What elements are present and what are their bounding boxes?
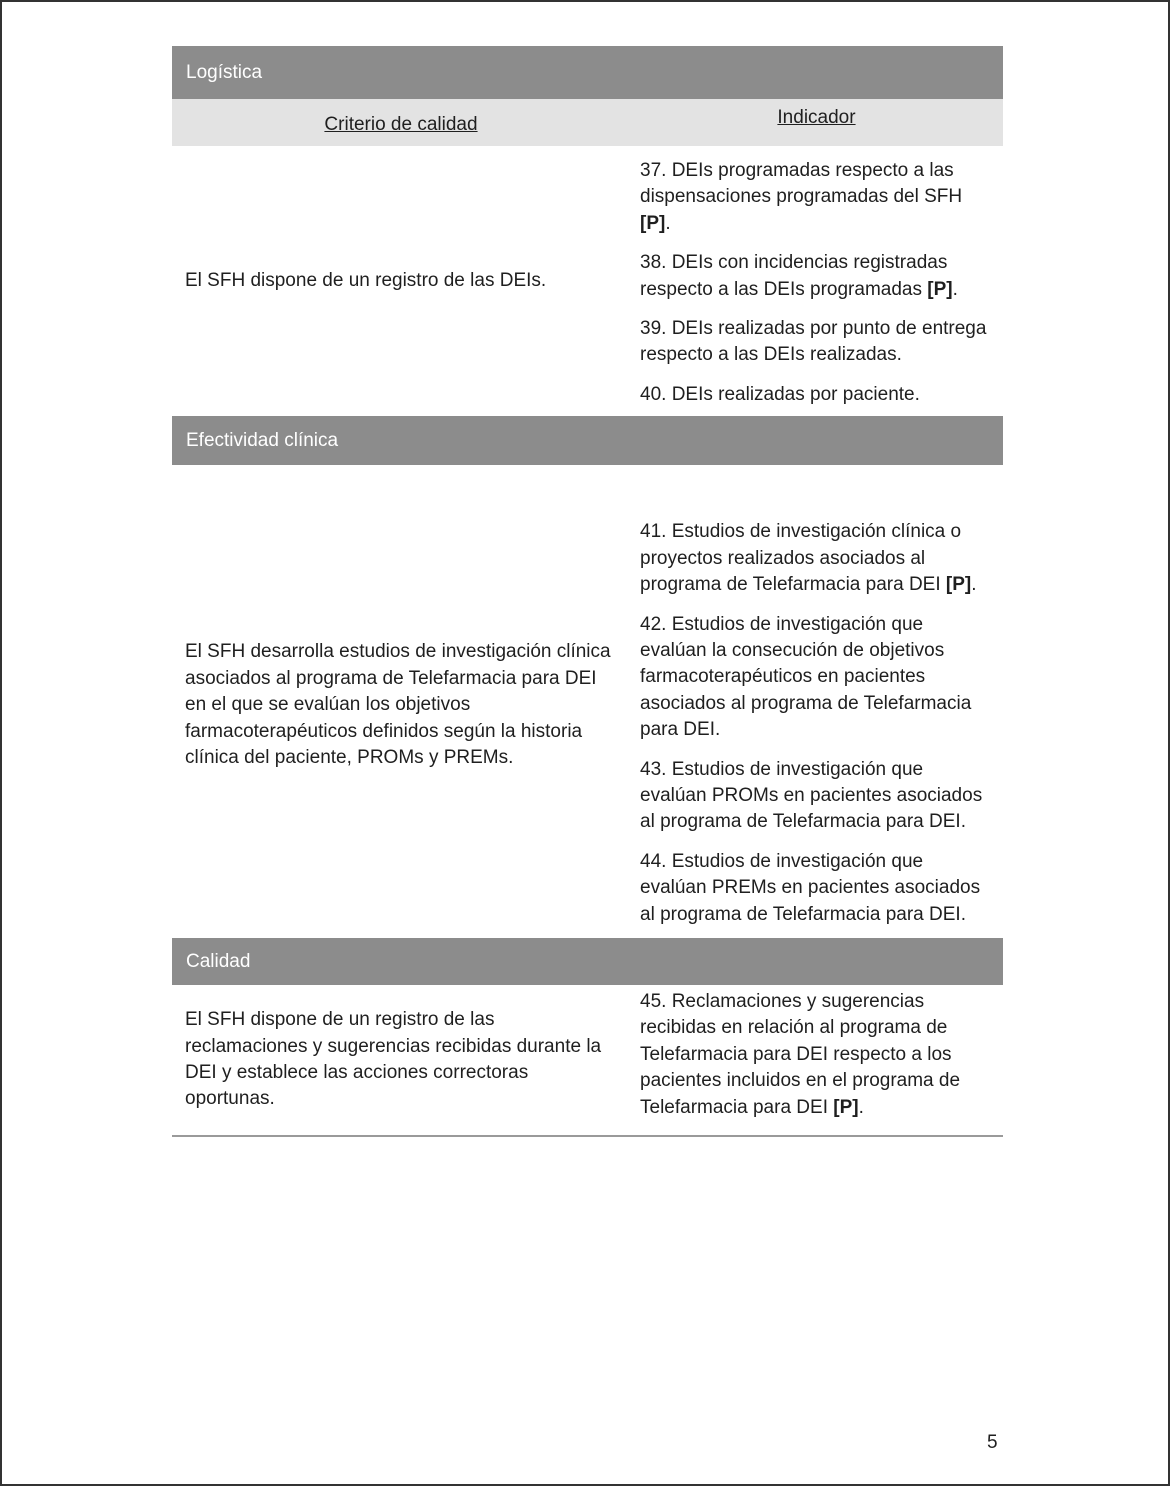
page-number: 5 <box>987 1432 998 1453</box>
priority-tag: [P] <box>927 278 953 300</box>
priority-tag: [P] <box>945 574 972 596</box>
criterion-cell <box>172 985 630 1135</box>
indicator-item: 37. DEIs programadas respecto a las dispensaciones programadas del SFH [P]. <box>640 159 963 234</box>
criterion-cell <box>172 465 630 938</box>
criterion-column-header: Criterio de calidad <box>324 114 478 135</box>
column-header-row <box>172 99 1003 146</box>
section-title: Calidad <box>186 950 251 972</box>
indicator-item: 39. DEIs realizadas por punto de entrega respecto a las DEIs realizadas. <box>640 317 987 366</box>
indicator-item: 43. Estudios de investigación que evalúan PROMs en pacientes asociados al programa de Telefarmacia para DEI. <box>640 758 983 833</box>
table-row <box>172 465 1003 938</box>
indicator-item: 38. DEIs con incidencias registradas respecto a las DEIs programadas [P]. <box>640 252 958 300</box>
table-bottom-rule <box>172 1135 1003 1137</box>
indicator-cell <box>630 146 1003 416</box>
section-header-efectividad <box>172 416 1003 465</box>
section-title: Efectividad clínica <box>186 429 339 451</box>
section-header-logistica <box>172 46 1003 99</box>
table-row <box>172 985 1003 1135</box>
indicator-cell <box>630 465 1003 938</box>
section-title: Logística <box>186 61 263 83</box>
indicator-item: 42. Estudios de investigación que evalúan la consecución de objetivos farmacoterapéuticos en pacientes asociados al programa de Telefarmacia para DEI. <box>640 613 972 741</box>
indicator-item: 41. Estudios de investigación clínica o proyectos realizados asociados al programa de Telefarmacia para DEI [P]. <box>640 521 977 596</box>
indicator-column-header: Indicador <box>777 107 856 128</box>
criterion-cell <box>172 146 630 416</box>
section-header-calidad <box>172 938 1003 985</box>
indicator-item: 45. Reclamaciones y sugerencias recibidas en relación al programa de Telefarmacia para DEI respecto a los pacientes incluidos en el programa de Telefarmacia para DEI [P]. <box>640 991 961 1118</box>
priority-tag: [P] <box>833 1096 859 1118</box>
priority-tag: [P] <box>640 212 666 234</box>
criterion-text: El SFH dispone de un registro de las reclamaciones y sugerencias recibidas durante la DEI y establece las acciones correctoras oportunas. <box>185 1009 602 1110</box>
indicator-item: 44. Estudios de investigación que evalúan PREMs en pacientes asociados al programa de Telefarmacia para DEI. <box>640 850 981 925</box>
table-row <box>172 146 1003 416</box>
criterion-text: El SFH dispone de un registro de las DEIs. <box>185 269 547 291</box>
indicator-item: 40. DEIs realizadas por paciente. <box>640 383 920 405</box>
indicator-cell <box>630 985 1003 1135</box>
criterion-text: El SFH desarrolla estudios de investigación clínica asociados al programa de Telefarmacia para DEI en el que se evalúan los objetivos farmacoterapéuticos definidos según la historia clínica del paciente, PROMs y PREMs. <box>185 641 611 769</box>
quality-indicators-table <box>172 46 1003 1137</box>
